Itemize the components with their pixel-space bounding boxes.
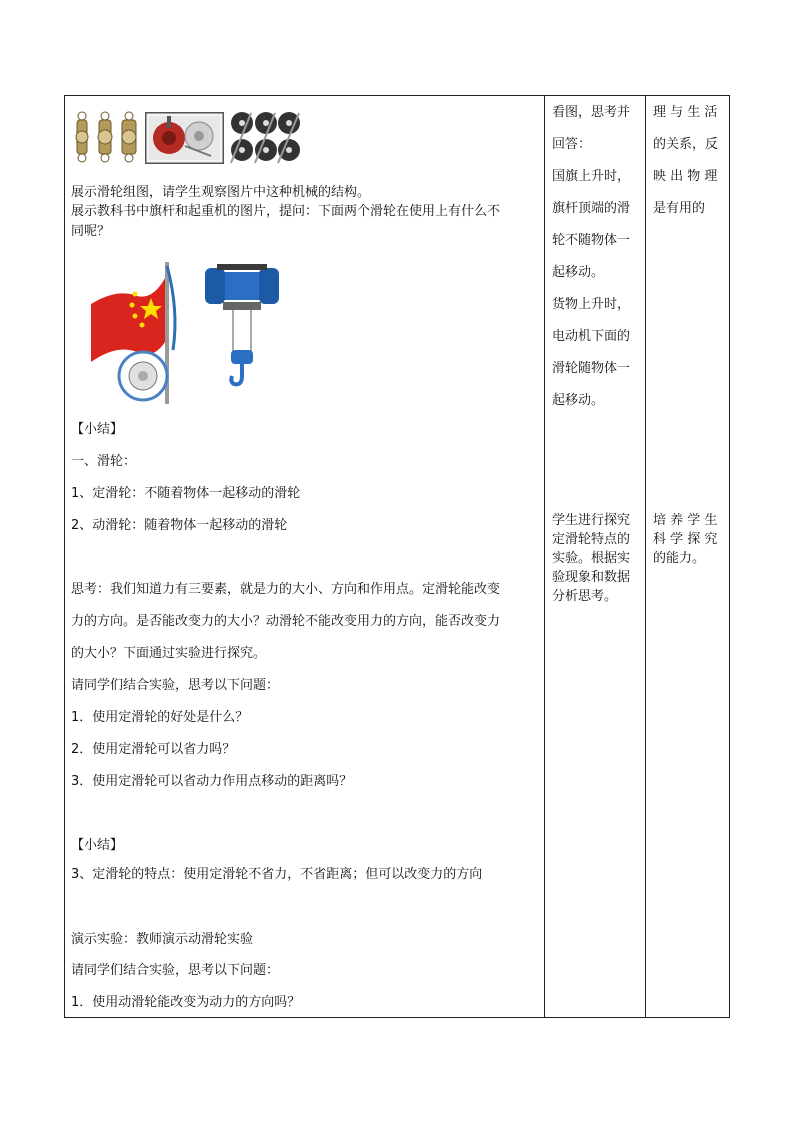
activity-line: 分析思考。 xyxy=(552,589,618,604)
intent-line: 是有用的 xyxy=(653,201,706,216)
activity-line: 货物上升时， xyxy=(552,297,631,312)
activity-line: 实验。根据实 xyxy=(552,551,631,566)
summary-item: 1、定滑轮：不随着物体一起移动的滑轮 xyxy=(71,486,301,501)
pulley-blocks-image xyxy=(74,110,140,164)
summary-title: 【小结】 xyxy=(71,838,124,853)
activity-line: 旗杆顶端的滑 xyxy=(552,201,631,216)
intent-line: 的关系，反 xyxy=(653,137,719,152)
intent-line: 理 与 生 活 xyxy=(653,105,718,120)
teaching-content-column xyxy=(65,96,544,1017)
activity-line: 国旗上升时， xyxy=(552,169,631,184)
summary-item: 2、动滑轮：随着物体一起移动的滑轮 xyxy=(71,518,288,533)
question-line: 展示教科书中旗杆和起重机的图片，提问：下面两个滑轮在使用上有什么不 xyxy=(71,204,501,219)
pulley-wheel-image xyxy=(145,112,224,164)
thinking-text: 思考：我们知道力有三要素，就是力的大小、方向和作用点。定滑轮能改变 xyxy=(71,582,501,597)
summary-item: 3、定滑轮的特点：使用定滑轮不省力，不省距离；但可以改变力的方向 xyxy=(71,867,483,882)
thinking-text: 的大小？下面通过实验进行探究。 xyxy=(71,646,267,661)
prompt-text: 请同学们结合实验，思考以下问题： xyxy=(71,678,280,693)
question-item: 2．使用定滑轮可以省力吗？ xyxy=(71,742,236,757)
question-item: 3．使用定滑轮可以省动力作用点移动的距离吗？ xyxy=(71,774,353,789)
activity-line: 起移动。 xyxy=(552,393,605,408)
intent-line: 映 出 物 理 xyxy=(653,169,718,184)
activity-line: 看图，思考并 xyxy=(552,105,631,120)
activity-line: 轮不随物体一 xyxy=(552,233,631,248)
activity-line: 回答： xyxy=(552,137,592,152)
summary-title: 【小结】 xyxy=(71,422,124,437)
design-intent-column xyxy=(646,96,731,1017)
instruction-line: 展示滑轮组图，请学生观察图片中这种机械的结构。 xyxy=(71,185,371,200)
activity-line: 验现象和数据 xyxy=(552,570,631,585)
lesson-table xyxy=(64,95,730,1018)
activity-line: 学生进行探究 xyxy=(552,513,631,528)
flag-pole-pulley-image xyxy=(87,260,185,404)
question-line: 同呢？ xyxy=(71,224,111,239)
activity-line: 滑轮随物体一 xyxy=(552,361,631,376)
intent-line: 的能力。 xyxy=(653,551,706,566)
activity-line: 电动机下面的 xyxy=(552,329,631,344)
demo-text: 演示实验：教师演示动滑轮实验 xyxy=(71,932,254,947)
student-activity-column xyxy=(545,96,645,1017)
question-item: 1．使用定滑轮的好处是什么？ xyxy=(71,710,249,725)
prompt-text: 请同学们结合实验，思考以下问题： xyxy=(71,963,280,978)
intent-line: 科 学 探 究 xyxy=(653,532,718,547)
intent-line: 培 养 学 生 xyxy=(653,513,718,528)
thinking-text: 力的方向。是否能改变力的大小？动滑轮不能改变用力的方向，能否改变力 xyxy=(71,614,501,629)
pulley-wheels-image xyxy=(229,109,301,167)
electric-hoist-image xyxy=(203,262,281,398)
activity-line: 起移动。 xyxy=(552,265,605,280)
question-item: 1．使用动滑轮能改变为动力的方向吗？ xyxy=(71,995,301,1010)
section-heading: 一、滑轮： xyxy=(71,454,137,469)
activity-line: 定滑轮特点的 xyxy=(552,532,631,547)
